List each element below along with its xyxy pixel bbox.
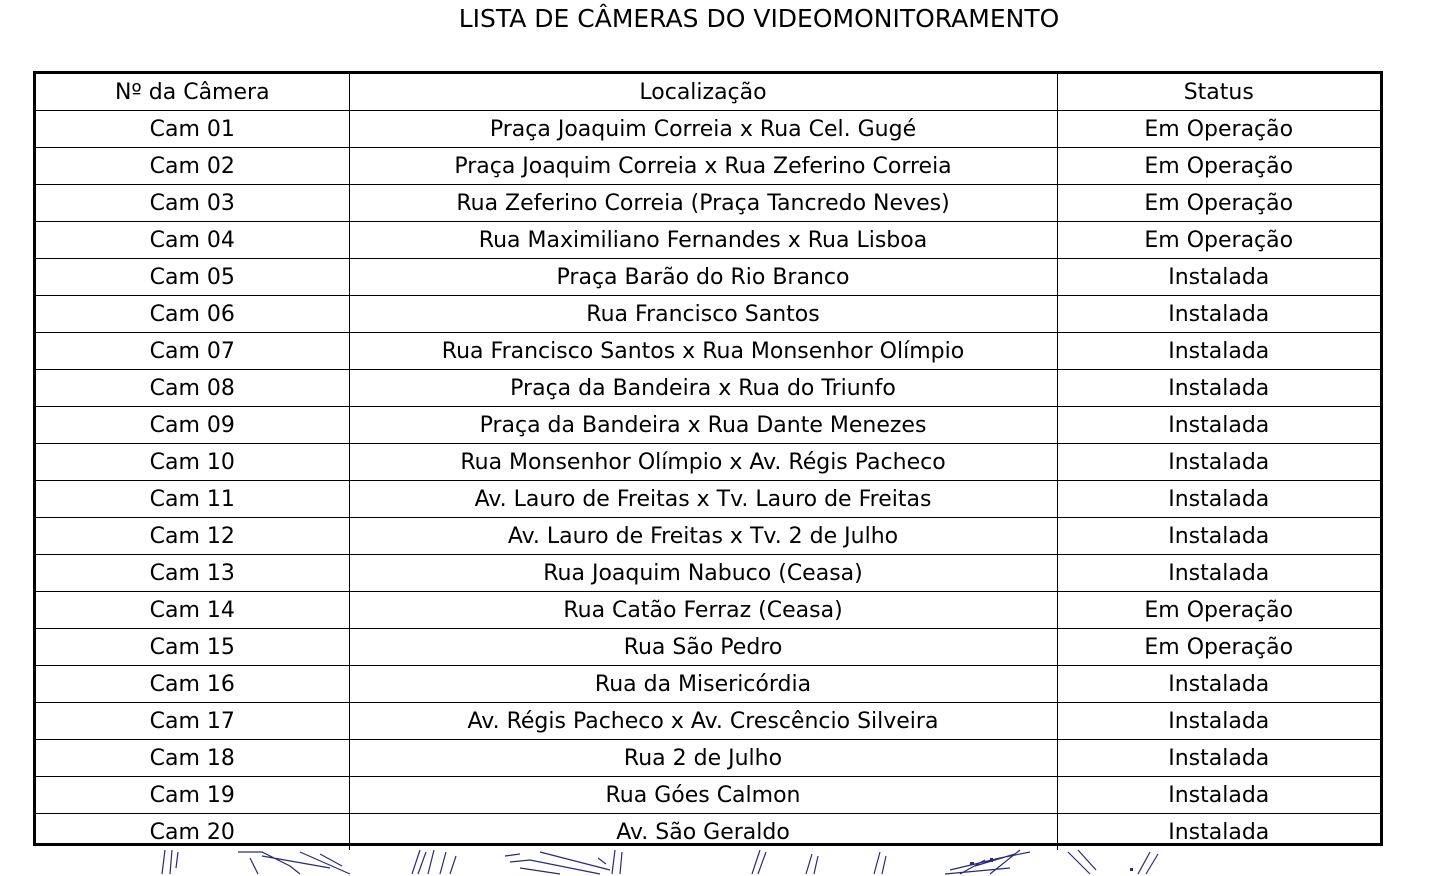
cell-location: Rua Góes Calmon xyxy=(349,777,1057,814)
table-row xyxy=(36,444,1380,481)
table-row xyxy=(36,814,1380,851)
cell-status: Em Operação xyxy=(1057,629,1380,666)
table-row xyxy=(36,111,1380,148)
table-row xyxy=(36,333,1380,370)
cell-location: Av. Lauro de Freitas x Tv. Lauro de Freitas xyxy=(349,481,1057,518)
cell-camera-number: Cam 01 xyxy=(36,111,349,148)
cell-camera-number: Cam 06 xyxy=(36,296,349,333)
cell-location: Rua Francisco Santos xyxy=(349,296,1057,333)
table-row xyxy=(36,148,1380,185)
cell-status: Instalada xyxy=(1057,740,1380,777)
cell-status: Em Operação xyxy=(1057,222,1380,259)
cell-status: Instalada xyxy=(1057,370,1380,407)
camera-table xyxy=(36,74,1380,850)
page-title: LISTA DE CÂMERAS DO VIDEOMONITORAMENTO xyxy=(458,4,1060,33)
cell-camera-number: Cam 11 xyxy=(36,481,349,518)
cell-camera-number: Cam 15 xyxy=(36,629,349,666)
cell-location: Rua Catão Ferraz (Ceasa) xyxy=(349,592,1057,629)
cell-camera-number: Cam 13 xyxy=(36,555,349,592)
table-row xyxy=(36,777,1380,814)
cell-camera-number: Cam 09 xyxy=(36,407,349,444)
cell-location: Rua Maximiliano Fernandes x Rua Lisboa xyxy=(349,222,1057,259)
cell-status: Instalada xyxy=(1057,259,1380,296)
cell-location: Praça Joaquim Correia x Rua Zeferino Correia xyxy=(349,148,1057,185)
cell-location: Rua Joaquim Nabuco (Ceasa) xyxy=(349,555,1057,592)
cell-camera-number: Cam 02 xyxy=(36,148,349,185)
cell-status: Instalada xyxy=(1057,407,1380,444)
cell-location: Rua Francisco Santos x Rua Monsenhor Olímpio xyxy=(349,333,1057,370)
table-row xyxy=(36,185,1380,222)
cell-status: Em Operação xyxy=(1057,185,1380,222)
cell-location: Praça da Bandeira x Rua Dante Menezes xyxy=(349,407,1057,444)
cell-status: Em Operação xyxy=(1057,148,1380,185)
table-row xyxy=(36,296,1380,333)
camera-table-container xyxy=(33,71,1383,846)
table-row xyxy=(36,703,1380,740)
cell-status: Instalada xyxy=(1057,333,1380,370)
cell-camera-number: Cam 19 xyxy=(36,777,349,814)
cell-status: Instalada xyxy=(1057,296,1380,333)
cell-camera-number: Cam 10 xyxy=(36,444,349,481)
cell-camera-number: Cam 17 xyxy=(36,703,349,740)
cell-location: Av. Régis Pacheco x Av. Crescêncio Silveira xyxy=(349,703,1057,740)
table-row xyxy=(36,740,1380,777)
cell-camera-number: Cam 04 xyxy=(36,222,349,259)
cell-status: Instalada xyxy=(1057,444,1380,481)
cell-location: Rua Zeferino Correia (Praça Tancredo Neves) xyxy=(349,185,1057,222)
cell-location: Praça Joaquim Correia x Rua Cel. Gugé xyxy=(349,111,1057,148)
table-row xyxy=(36,407,1380,444)
cell-camera-number: Cam 07 xyxy=(36,333,349,370)
table-row xyxy=(36,259,1380,296)
cell-location: Praça Barão do Rio Branco xyxy=(349,259,1057,296)
table-row xyxy=(36,666,1380,703)
cell-location: Praça da Bandeira x Rua do Triunfo xyxy=(349,370,1057,407)
table-header-row xyxy=(36,74,1380,111)
table-row xyxy=(36,518,1380,555)
cell-status: Em Operação xyxy=(1057,111,1380,148)
cell-status: Instalada xyxy=(1057,518,1380,555)
cell-camera-number: Cam 16 xyxy=(36,666,349,703)
cell-camera-number: Cam 20 xyxy=(36,814,349,851)
cell-status: Instalada xyxy=(1057,777,1380,814)
table-row xyxy=(36,555,1380,592)
cell-location: Rua São Pedro xyxy=(349,629,1057,666)
cell-status: Em Operação xyxy=(1057,592,1380,629)
cell-status: Instalada xyxy=(1057,666,1380,703)
table-row xyxy=(36,481,1380,518)
cell-camera-number: Cam 12 xyxy=(36,518,349,555)
cell-camera-number: Cam 18 xyxy=(36,740,349,777)
header-camera-number: Nº da Câmera xyxy=(36,74,349,111)
cell-camera-number: Cam 08 xyxy=(36,370,349,407)
cell-camera-number: Cam 05 xyxy=(36,259,349,296)
cell-status: Instalada xyxy=(1057,555,1380,592)
cell-status: Instalada xyxy=(1057,481,1380,518)
cell-location: Av. Lauro de Freitas x Tv. 2 de Julho xyxy=(349,518,1057,555)
table-row xyxy=(36,222,1380,259)
cell-status: Instalada xyxy=(1057,814,1380,851)
cell-camera-number: Cam 03 xyxy=(36,185,349,222)
cell-camera-number: Cam 14 xyxy=(36,592,349,629)
table-row xyxy=(36,592,1380,629)
map-fragment-decoration xyxy=(0,848,1433,876)
cell-location: Rua 2 de Julho xyxy=(349,740,1057,777)
table-row xyxy=(36,370,1380,407)
cell-location: Av. São Geraldo xyxy=(349,814,1057,851)
table-row xyxy=(36,629,1380,666)
header-status: Status xyxy=(1057,74,1380,111)
cell-location: Rua Monsenhor Olímpio x Av. Régis Pacheco xyxy=(349,444,1057,481)
cell-status: Instalada xyxy=(1057,703,1380,740)
header-location: Localização xyxy=(349,74,1057,111)
cell-location: Rua da Misericórdia xyxy=(349,666,1057,703)
